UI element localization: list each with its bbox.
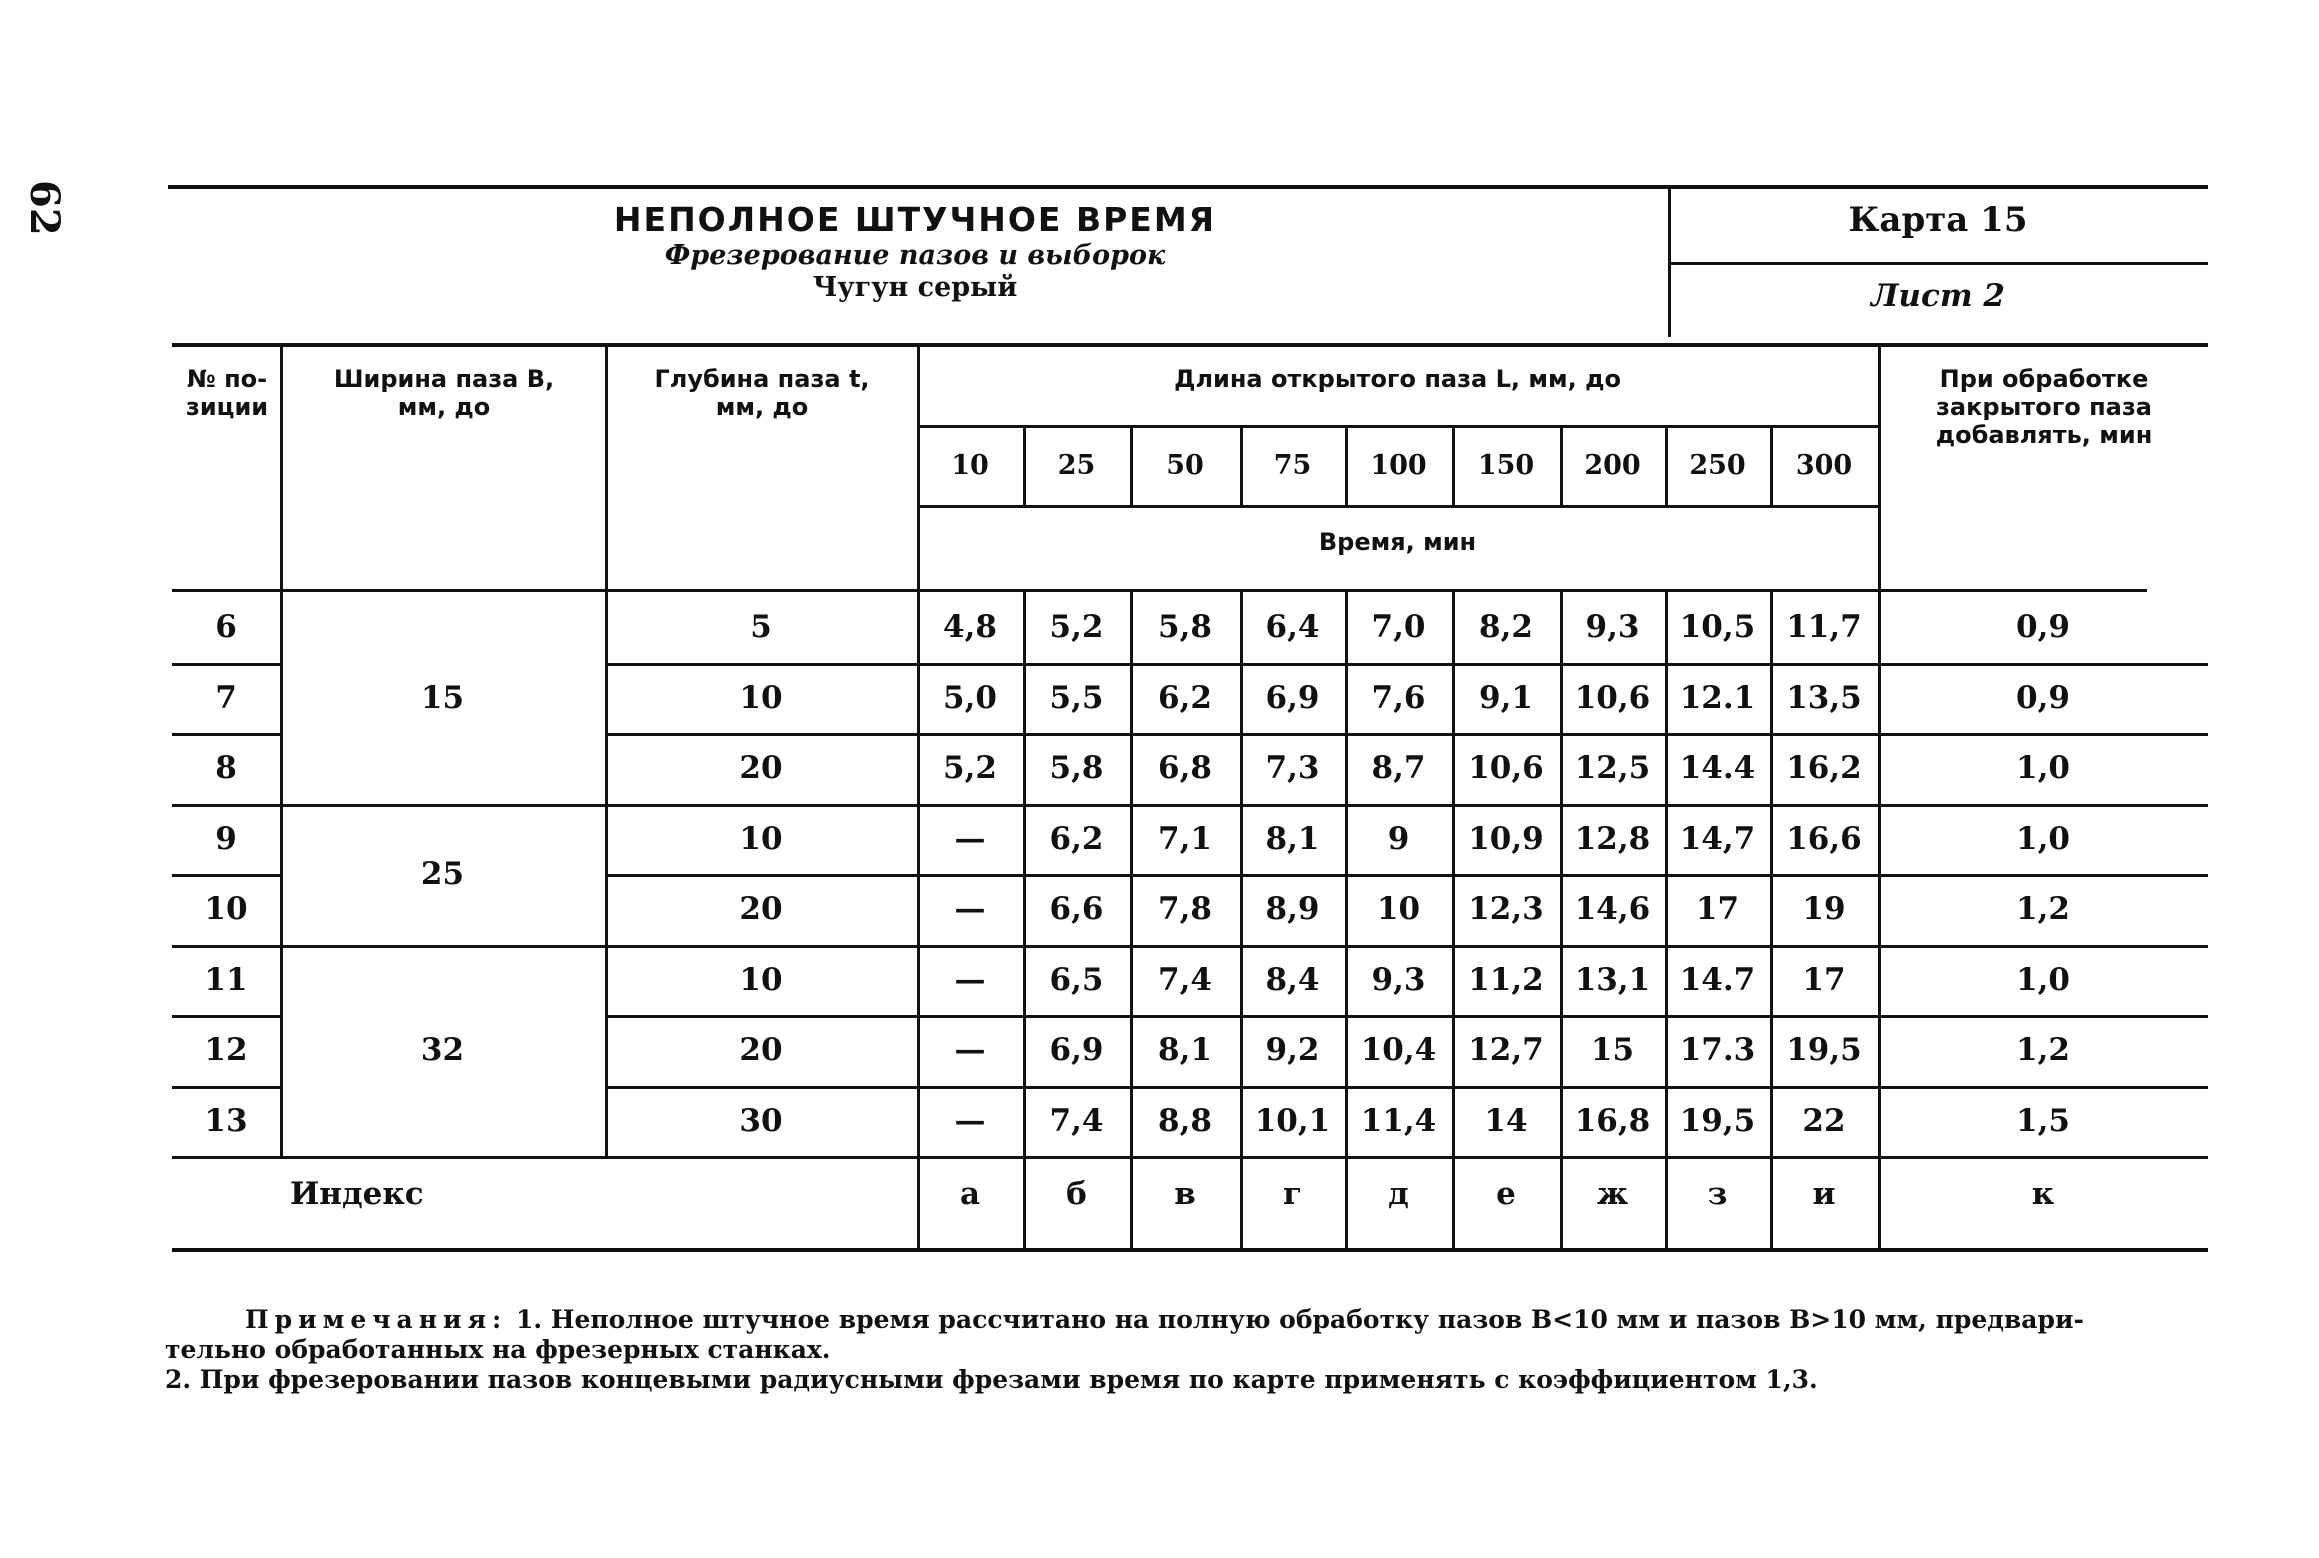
index-cell: а <box>959 1176 981 1212</box>
row-closed-add: 1,0 <box>2016 961 2070 998</box>
length-header-divider <box>1345 425 1348 505</box>
time-cell: 10,9 <box>1468 820 1544 857</box>
row-depth: 10 <box>739 820 783 857</box>
length-header-cell: 75 <box>1273 449 1312 481</box>
length-header-cell: 50 <box>1166 449 1204 481</box>
note-2: 2. При фрезеровании пазов концевыми радиусными фрезами время по карте применять с коэффициентом 1,3. <box>165 1365 1818 1394</box>
time-cell: 19,5 <box>1786 1032 1862 1069</box>
col-header-width: Ширина паза В, мм, до <box>333 365 555 421</box>
time-row-rule <box>917 505 1878 508</box>
col-header-position: № по- зиции <box>185 365 269 421</box>
time-cell: 5,2 <box>1049 609 1104 646</box>
time-col-divider <box>1770 592 1773 1252</box>
time-cell: 5,5 <box>1049 679 1104 716</box>
time-cell: 17 <box>1695 891 1740 928</box>
time-col-divider <box>1345 592 1348 1252</box>
time-cell: 7,0 <box>1371 609 1426 646</box>
length-header-cell: 300 <box>1795 449 1853 481</box>
time-cell: 22 <box>1802 1102 1846 1139</box>
row-depth: 20 <box>739 750 783 787</box>
time-cell: 19,5 <box>1679 1102 1756 1139</box>
time-cell: 16,8 <box>1574 1102 1651 1139</box>
time-cell: 7,6 <box>1371 679 1426 716</box>
time-cell: 17.3 <box>1679 1032 1756 1069</box>
row-closed-add: 0,9 <box>2016 679 2070 716</box>
time-cell: 19 <box>1802 891 1846 928</box>
time-cell: 9,3 <box>1585 609 1640 646</box>
time-cell: 10,5 <box>1679 609 1756 646</box>
time-cell: 14 <box>1484 1102 1528 1139</box>
width-group-value: 25 <box>420 856 465 892</box>
time-cell: 12.1 <box>1679 679 1756 716</box>
notes-label: Примечания: <box>245 1305 508 1334</box>
index-cell: д <box>1388 1176 1409 1212</box>
time-cell: — <box>954 1032 986 1069</box>
time-cell: 16,2 <box>1786 750 1862 787</box>
time-cell: 6,2 <box>1158 679 1212 716</box>
time-cell: 5,8 <box>1158 609 1212 646</box>
time-cell: 11,2 <box>1468 961 1544 998</box>
row-position: 11 <box>204 961 248 998</box>
length-header-cell: 10 <box>951 449 989 481</box>
time-cell: 6,9 <box>1049 1032 1104 1069</box>
notes <box>165 1305 2205 1395</box>
time-col-divider <box>1560 592 1563 1252</box>
time-cell: 4,8 <box>943 609 997 646</box>
time-cell: 8,4 <box>1265 961 1320 998</box>
time-cell: 6,2 <box>1049 820 1104 857</box>
table-bottom-rule <box>172 1248 2208 1252</box>
index-cell: г <box>1283 1176 1302 1212</box>
row-position: 9 <box>215 820 237 857</box>
time-cell: — <box>954 961 986 998</box>
page-number: 62 <box>21 180 68 236</box>
row-closed-add: 1,2 <box>2016 891 2070 928</box>
row-closed-add: 0,9 <box>2016 609 2070 646</box>
time-cell: 10,6 <box>1574 679 1651 716</box>
time-cell: 9,2 <box>1265 1032 1320 1069</box>
length-header-divider <box>1023 425 1026 505</box>
time-cell: — <box>954 891 986 928</box>
time-cell: 8,7 <box>1371 750 1426 787</box>
time-cell: 14,7 <box>1679 820 1756 857</box>
time-cell: 10,6 <box>1468 750 1544 787</box>
length-header-divider <box>1452 425 1455 505</box>
time-cell: 9,1 <box>1479 679 1533 716</box>
row-position: 6 <box>215 609 237 646</box>
index-cell: з <box>1707 1176 1728 1212</box>
index-closed: к <box>2031 1176 2055 1212</box>
col-header-closed: При обработке закрытого паза добавлять, мин <box>1935 365 2153 449</box>
card-divider <box>1668 262 2208 265</box>
row-depth: 5 <box>750 609 772 646</box>
time-cell: 7,8 <box>1158 891 1212 928</box>
header-title-block <box>170 200 1660 304</box>
index-cell: е <box>1496 1176 1516 1212</box>
time-cell: 8,2 <box>1479 609 1533 646</box>
time-cell: 6,5 <box>1049 961 1104 998</box>
index-label: Индекс <box>290 1176 424 1212</box>
index-cell: ж <box>1596 1176 1629 1212</box>
time-cell: 6,9 <box>1265 679 1320 716</box>
note-1-continued: тельно обработанных на фрезерных станках. <box>165 1335 831 1364</box>
time-cell: 11,4 <box>1360 1102 1437 1139</box>
length-header-cell: 200 <box>1584 449 1641 481</box>
time-cell: 8,1 <box>1158 1032 1212 1069</box>
length-header-divider <box>1130 425 1133 505</box>
row-closed-add: 1,0 <box>2016 820 2070 857</box>
row-depth: 20 <box>739 1032 783 1069</box>
time-cell: 7,4 <box>1049 1102 1104 1139</box>
time-cell: 8,8 <box>1158 1102 1212 1139</box>
time-cell: 15 <box>1590 1032 1635 1069</box>
row-position: 10 <box>204 891 248 928</box>
time-cell: 17 <box>1802 961 1846 998</box>
time-cell: 16,6 <box>1786 820 1862 857</box>
time-cell: 5,2 <box>943 750 997 787</box>
row-closed-add: 1,0 <box>2016 750 2070 787</box>
index-cell: и <box>1812 1176 1836 1212</box>
note-1: Примечания: 1. Неполное штучное время рассчитано на полную обработку пазов B<10 мм и пазов B>10 мм, предвари- <box>245 1305 2084 1334</box>
time-col-divider <box>1023 592 1026 1252</box>
row-position: 7 <box>215 679 237 716</box>
row-position: 8 <box>215 750 237 787</box>
length-header-divider <box>1665 425 1668 505</box>
time-cell: 6,6 <box>1049 891 1104 928</box>
sheet-number: Лист 2 <box>1871 278 2005 314</box>
width-group-value: 32 <box>420 1032 465 1069</box>
row-position: 13 <box>204 1102 248 1139</box>
time-cell: 8,1 <box>1265 820 1320 857</box>
index-cell: б <box>1066 1176 1087 1212</box>
time-cell: 13,5 <box>1786 679 1862 716</box>
card-number: Карта 15 <box>1848 200 2028 240</box>
time-cell: 10,1 <box>1254 1102 1331 1139</box>
row-depth: 10 <box>739 961 783 998</box>
time-cell: 6,8 <box>1158 750 1212 787</box>
time-col-divider <box>1130 592 1133 1252</box>
time-cell: 14,6 <box>1574 891 1651 928</box>
time-cell: 9 <box>1387 820 1410 857</box>
time-cell: 7,4 <box>1158 961 1212 998</box>
row-position: 12 <box>204 1032 248 1069</box>
col-header-depth: Глубина паза t, мм, до <box>654 365 870 421</box>
length-header-divider <box>1240 425 1243 505</box>
time-cell: 9,3 <box>1371 961 1426 998</box>
length-header-cell: 100 <box>1370 449 1427 481</box>
col-header-length: Длина открытого паза L, мм, до <box>1174 365 1621 393</box>
row-closed-add: 1,5 <box>2016 1102 2070 1139</box>
time-cell: 14.4 <box>1679 750 1756 787</box>
time-cell: 7,3 <box>1265 750 1320 787</box>
width-group-value: 15 <box>420 679 465 716</box>
time-label: Время, мин <box>1318 528 1477 556</box>
row-depth: 20 <box>739 891 783 928</box>
row-depth: 30 <box>739 1102 783 1139</box>
index-cell: в <box>1174 1176 1196 1212</box>
time-cell: — <box>954 820 986 857</box>
length-header-divider <box>1770 425 1773 505</box>
header-top-rule <box>172 343 2208 347</box>
time-col-divider <box>1240 592 1243 1252</box>
page-title: НЕПОЛНОЕ ШТУЧНОЕ ВРЕМЯ <box>613 200 1217 239</box>
time-cell: 6,4 <box>1265 609 1320 646</box>
row-closed-add: 1,2 <box>2016 1032 2070 1069</box>
time-cell: 8,9 <box>1265 891 1320 928</box>
time-col-divider <box>1452 592 1455 1252</box>
time-cell: 5,8 <box>1049 750 1104 787</box>
length-header-cell: 150 <box>1477 449 1535 481</box>
time-cell: 10,4 <box>1360 1032 1437 1069</box>
top-rule <box>168 185 2208 189</box>
time-cell: — <box>954 1102 986 1139</box>
time-cell: 13,1 <box>1574 961 1651 998</box>
time-cell: 12,7 <box>1468 1032 1544 1069</box>
time-col-divider <box>1665 592 1668 1252</box>
page-subtitle: Фрезерование пазов и выборок <box>664 240 1166 271</box>
row-depth: 10 <box>739 679 783 716</box>
length-header-divider <box>1560 425 1563 505</box>
time-cell: 14.7 <box>1679 961 1756 998</box>
time-cell: 12,8 <box>1574 820 1651 857</box>
material-label: Чугун серый <box>812 272 1018 303</box>
time-cell: 7,1 <box>1158 820 1212 857</box>
time-cell: 12,3 <box>1468 891 1544 928</box>
time-cell: 11,7 <box>1786 609 1862 646</box>
time-cell: 10 <box>1376 891 1421 928</box>
length-header-cell: 25 <box>1057 449 1096 481</box>
time-cell: 5,0 <box>943 679 997 716</box>
length-header-cell: 250 <box>1689 449 1746 481</box>
time-cell: 12,5 <box>1574 750 1651 787</box>
